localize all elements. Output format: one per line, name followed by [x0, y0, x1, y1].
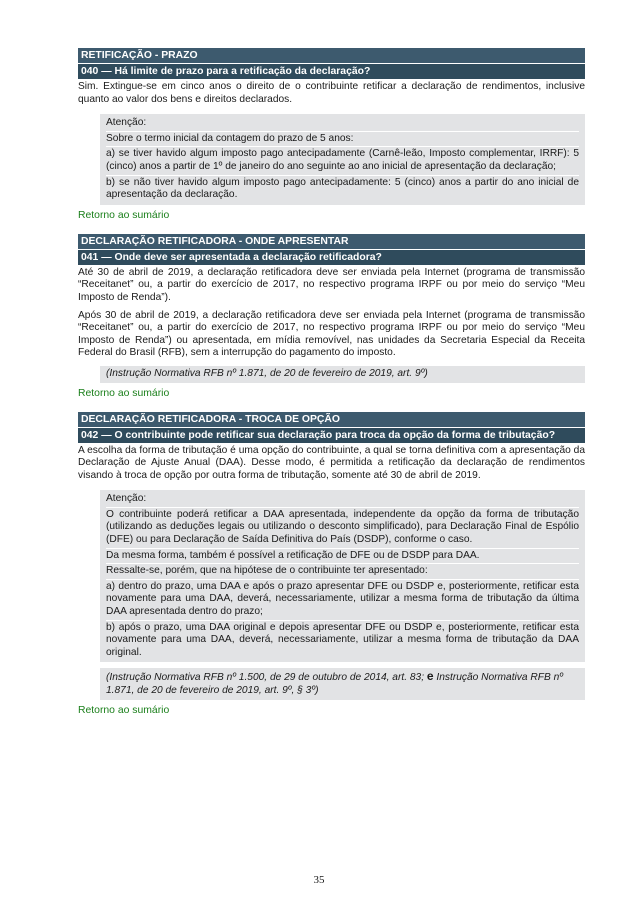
question-heading: 040 — Há limite de prazo para a retificação da declaração?: [78, 64, 585, 80]
document-page: [78, 48, 585, 729]
attention-line: O contribuinte poderá retificar a DAA apresentada, independente da opção da forma de tributação (utilizando as deduções legais ou utilizando o desconto simplificado), para Declaração Final de Espólio (DFE) ou para Declaração de Saída Definitiva do País (DSDP), conforme o caso.: [106, 508, 579, 549]
attention-line: Sobre o termo inicial da contagem do prazo de 5 anos:: [106, 132, 579, 148]
citation-text: [100, 668, 585, 699]
attention-line: a) se tiver havido algum imposto pago antecipadamente (Carnê-leão, Imposto complementar, IRRF): 5 (cinco) anos a partir de 1º de janeiro do ano seguinte ao ano inicial de apresentação da declaração;: [106, 147, 579, 175]
attention-title: Atenção:: [106, 492, 579, 508]
attention-line: b) após o prazo, uma DAA original e depois apresentar DFE ou DSDP e, posteriormente, retificar esta novamente para uma DAA, deverá, necessariamente, utilizar a mesma forma de tributação da DAA original.: [106, 621, 579, 658]
citation-conjunction: e: [426, 669, 434, 684]
citation-part-2: Instrução Normativa RFB nº 1.871, de 20 de fevereiro de 2019, art. 9º, § 3º): [106, 672, 563, 696]
section-040: [78, 48, 585, 222]
answer-paragraph: Até 30 de abril de 2019, a declaração retificadora deve ser enviada pela Internet (programa de transmissão “Receitanet” ou, a partir do exercício de 2017, no respectivo programa IRPF ou por meio do serviço “Meu Imposto de Renda”).: [78, 266, 585, 303]
question-heading: 042 — O contribuinte pode retificar sua declaração para troca da opção da forma de tributação?: [78, 428, 585, 444]
section-042: [78, 412, 585, 717]
citation-part-1: (Instrução Normativa RFB nº 1.500, de 29 de outubro de 2014, art. 83;: [106, 672, 425, 684]
citation-box: [100, 366, 585, 383]
page-number: 35: [313, 874, 325, 886]
attention-line: Da mesma forma, também é possível a retificação de DFE ou de DSDP para DAA.: [106, 549, 579, 565]
attention-line: b) se não tiver havido algum imposto pago antecipadamente: 5 (cinco) anos a partir do ano inicial de apresentação da declaração.: [106, 176, 579, 201]
return-to-summary-link[interactable]: Retorno ao sumário: [78, 209, 170, 221]
section-header: DECLARAÇÃO RETIFICADORA - TROCA DE OPÇÃO: [78, 412, 585, 428]
answer-text: Sim. Extingue-se em cinco anos o direito de o contribuinte retificar a declaração de rendimentos, inclusive quanto ao valor dos bens e direitos declarados.: [78, 81, 585, 105]
answer-paragraph: Após 30 de abril de 2019, a declaração retificadora deve ser enviada pela Internet (programa de transmissão “Receitanet” ou, a partir do exercício de 2017, no respectivo programa IRPF ou por meio do serviço “Meu Imposto de Renda”) ou apresentada, em mídia removível, nas unidades da Secretaria Especial da Receita Federal do Brasil (RFB), sem a interrupção do pagamento do imposto.: [78, 309, 585, 359]
attention-title: Atenção:: [106, 116, 579, 132]
attention-box: [100, 490, 585, 662]
citation-box: [100, 668, 585, 699]
section-header: RETIFICAÇÃO - PRAZO: [78, 48, 585, 64]
section-041: [78, 234, 585, 400]
answer-text: A escolha da forma de tributação é uma opção do contribuinte, a qual se torna definitiva com a apresentação da Declaração de Ajuste Anual (DAA). Desse modo, é permitida a retificação da declaração de rendimentos visando à troca de opção por outra forma de tributação, somente até 30 de abril de 2019.: [78, 444, 585, 481]
attention-box: [100, 114, 585, 205]
citation-text: (Instrução Normativa RFB nº 1.871, de 20 de fevereiro de 2019, art. 9º): [100, 366, 585, 383]
section-header: DECLARAÇÃO RETIFICADORA - ONDE APRESENTAR: [78, 234, 585, 250]
question-heading: 041 — Onde deve ser apresentada a declaração retificadora?: [78, 250, 585, 266]
return-to-summary-link[interactable]: Retorno ao sumário: [78, 704, 170, 716]
attention-line: a) dentro do prazo, uma DAA e após o prazo apresentar DFE ou DSDP e, posteriormente, retificar esta novamente para uma DAA, deverá, necessariamente, utilizar a mesma forma de tributação da última DAA apresentada dentro do prazo;: [106, 580, 579, 621]
return-to-summary-link[interactable]: Retorno ao sumário: [78, 387, 170, 399]
attention-line: Ressalte-se, porém, que na hipótese de o contribuinte ter apresentado:: [106, 564, 579, 580]
